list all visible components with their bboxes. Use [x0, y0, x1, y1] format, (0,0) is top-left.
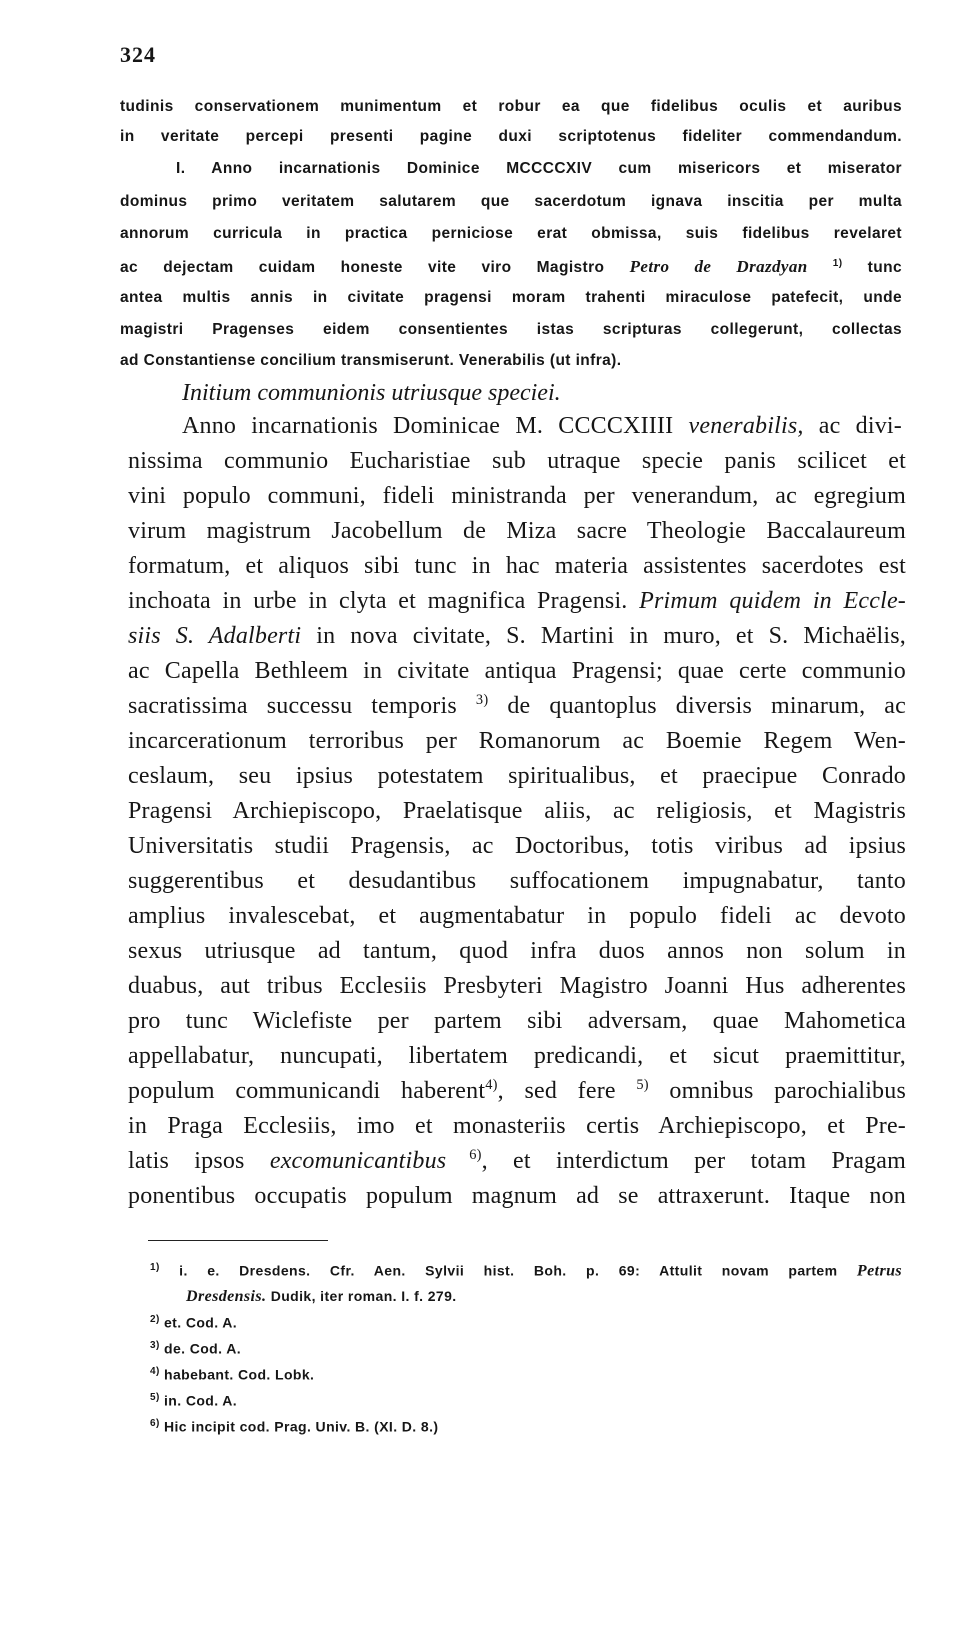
text-span: sacratissima successu temporis: [128, 693, 476, 719]
footnote-mark: 6): [150, 1418, 160, 1429]
footnote-text: et. Cod. A.: [164, 1314, 238, 1331]
text-span: ac divi-: [803, 413, 902, 439]
text-span: , et interdictum per totam Pragam: [481, 1148, 906, 1174]
footnote: [150, 1392, 237, 1409]
text-line: ceslaum, seu ipsius potestatem spiritualibus, et praecipue Conrado: [128, 763, 906, 789]
footnote-ref: 1): [832, 257, 843, 269]
italic-word: venerabilis,: [688, 413, 804, 439]
footnote-ref: 4): [485, 1077, 498, 1093]
page-number: 324: [120, 42, 156, 67]
text-line: [128, 1078, 906, 1105]
text-span: ac dejectam cuidam honeste vite viro Magistro: [120, 259, 605, 276]
text-line: suggerentibus et desudantibus suffocationem impugnabatur, tanto: [128, 868, 906, 894]
footnote-text: Hic incipit cod. Prag. Univ. B. (XI. D. 8.): [164, 1418, 439, 1435]
footnote-text: in. Cod. A.: [164, 1392, 238, 1409]
section-heading: Initium communionis utriusque speciei.: [182, 380, 561, 406]
footnote-ref: 5): [636, 1077, 649, 1093]
text-line: formatum, et aliquos sibi tunc in hac materia assistentes sacerdotes est: [128, 553, 906, 579]
footnote-text: i. e. Dresdens. Cfr. Aen. Sylvii hist. Boh. p. 69: Attulit novam partem: [179, 1262, 857, 1279]
text-line: virum magistrum Jacobellum de Miza sacre Theologie Baccalaureum: [128, 518, 906, 544]
footnote-mark: 5): [150, 1392, 160, 1403]
italic-word: Petrus: [856, 1262, 902, 1280]
text-line: tudinis conservationem munimentum et robur ea que fidelibus oculis et auribus: [120, 98, 902, 115]
footnote: [150, 1262, 902, 1281]
italic-span: Primum quidem in Eccle-: [639, 588, 907, 614]
italic-name: Petro de Drazdyan: [629, 257, 808, 276]
text-line: [128, 623, 906, 650]
text-line: dominus primo veritatem salutarem que sacerdotum ignava inscitia per multa: [120, 193, 902, 210]
text-line: magistri Pragenses eidem consentientes istas scripturas collegerunt, collectas: [120, 321, 902, 338]
footnote-text: de. Cod. A.: [164, 1340, 241, 1357]
text-line: incarcerationum terroribus per Romanorum ac Boemie Regem Wen-: [128, 728, 906, 754]
text-span: in nova civitate, S. Martini in muro, et S. Michaëlis,: [301, 623, 907, 649]
text-line: in Praga Ecclesiis, imo et monasteriis certis Archiepiscopo, et Pre-: [128, 1113, 906, 1139]
text-span: latis ipsos: [128, 1148, 270, 1174]
text-line: annorum curricula in practica perniciose erat obmissa, suis fidelibus revelaret: [120, 225, 902, 242]
text-line: vini populo communi, fideli ministranda per venerandum, ac egregium: [128, 483, 906, 509]
footnote-text: habebant. Cod. Lobk.: [164, 1366, 315, 1383]
italic-span: siis S. Adalberti: [128, 623, 302, 649]
italic-word: Dresdensis.: [186, 1288, 267, 1305]
footnote-ref: 6): [446, 1147, 482, 1163]
footnote-ref: 3): [475, 692, 489, 708]
text-span: Anno incarnationis Dominicae M. CCCCXIIII: [182, 413, 689, 439]
text-span: de quantoplus diversis minarum, ac: [488, 693, 906, 719]
text-line: in veritate percepi presenti pagine duxi scriptotenus fideliter commendandum.: [120, 128, 902, 145]
text-line: sexus utriusque ad tantum, quod infra duos annos non solum in: [128, 938, 906, 964]
text-line: [120, 257, 902, 277]
footnote-mark: 1): [150, 1262, 160, 1273]
footnote-mark: 3): [150, 1340, 160, 1351]
text-span: omnibus parochialibus: [648, 1078, 906, 1104]
text-span: inchoata in urbe in clyta et magnifica Pragensi.: [128, 588, 640, 614]
text-line: Pragensi Archiepiscopo, Praelatisque aliis, ac religiosis, et Magistris: [128, 798, 906, 824]
text-line: ac Capella Bethleem in civitate antiqua Pragensi; quae certe communio: [128, 658, 906, 684]
text-line: amplius invalescebat, et augmentabatur in populo fideli ac devoto: [128, 903, 906, 929]
text-line: [128, 693, 906, 720]
footnote: [150, 1314, 237, 1331]
italic-word: excomunicantibus: [269, 1148, 447, 1174]
text-line: pro tunc Wiclefiste per partem sibi adversam, quae Mahometica: [128, 1008, 906, 1034]
text-line: Universitatis studii Pragensis, ac Doctoribus, totis viribus ad ipsius: [128, 833, 906, 859]
text-span: tunc: [867, 259, 902, 276]
text-span: , sed fere: [497, 1078, 637, 1104]
text-span: populum communicandi haberent: [128, 1078, 486, 1104]
footnote-continuation: [186, 1288, 457, 1306]
text-line: nissima communio Eucharistiae sub utraque specie panis scilicet et: [128, 448, 906, 474]
footnote: [150, 1366, 314, 1383]
footnote: [150, 1418, 438, 1435]
text-line: [182, 413, 902, 440]
text-line: antea multis annis in civitate pragensi moram trahenti miraculose patefecit, unde: [120, 289, 902, 306]
footnote-rule: [148, 1240, 328, 1241]
footnote-mark: 4): [150, 1366, 160, 1377]
text-line: I. Anno incarnationis Dominice MCCCCXIV cum misericors et miserator: [176, 160, 902, 177]
footnote-text: Dudik, iter roman. I. f. 279.: [266, 1288, 457, 1304]
footnote: [150, 1340, 241, 1357]
text-line: [128, 588, 906, 615]
text-line: appellabatur, nuncupati, libertatem predicandi, et sicut praemittitur,: [128, 1043, 906, 1069]
text-line: [128, 1148, 906, 1175]
footnote-mark: 2): [150, 1314, 160, 1325]
text-line: ad Constantiense concilium transmiserunt. Venerabilis (ut infra).: [120, 352, 622, 369]
text-line: duabus, aut tribus Ecclesiis Presbyteri Magistro Joanni Hus adherentes: [128, 973, 906, 999]
text-line: ponentibus occupatis populum magnum ad se attraxerunt. Itaque non: [128, 1183, 906, 1209]
